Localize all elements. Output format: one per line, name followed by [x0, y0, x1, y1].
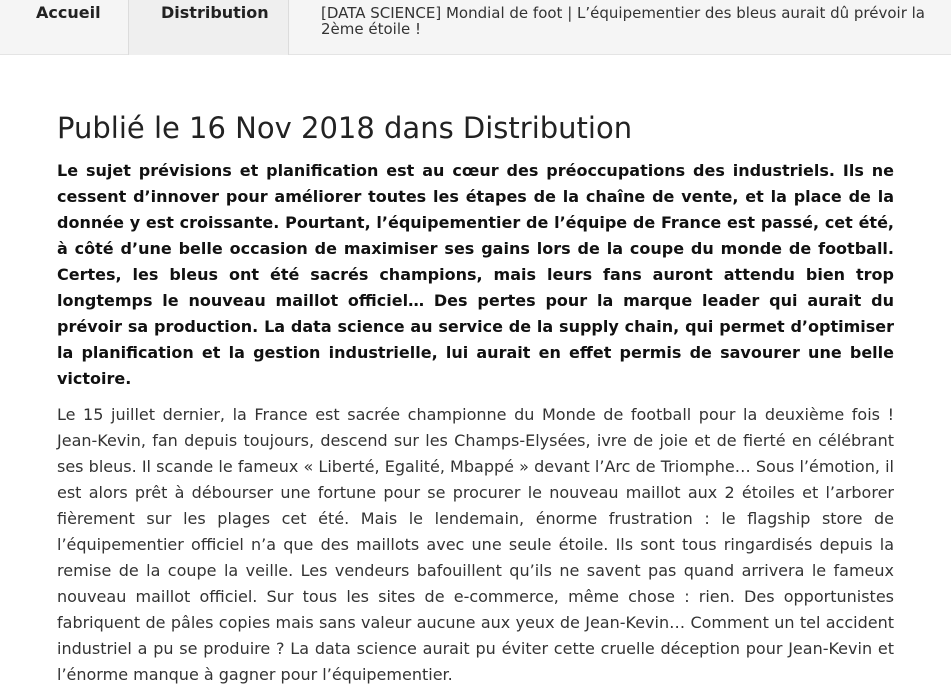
- article-body-paragraph: Le 15 juillet dernier, la France est sacrée championne du Monde de football pour la deuxième fois ! Jean-Kevin, fan depuis toujours, descend sur les Champs-Elysées, ivre de joie et de fierté en célébrant ses bleus. Il scande le fameux « Liberté, Egalité, Mbappé » devant l’Arc de Triomphe… Sous l’émotion, il est alors prêt à débourser une fortune pour se procurer le nouveau maillot aux 2 étoiles et l’arborer fièrement sur les plages cet été. Mais le lendemain, énorme frustration : le flagship store de l’équipementier officiel n’a que des maillots avec une seule étoile. Ils sont tous ringardisés depuis la remise de la coupe la veille. Les vendeurs bafouillent qu’ils ne savent pas quand arrivera le fameux nouveau maillot officiel. Sur tous les sites de e-commerce, même chose : rien. Des opportunistes fabriquent de pâles copies mais sans valeur aucune aux yeux de Jean-Kevin… Comment un tel accident industriel a pu se produire ? La data science aurait pu éviter cette cruelle déception pour Jean-Kevin et l’énorme manque à gagner pour l’équipementier.: [57, 405, 894, 684]
- breadcrumb: [0, 0, 951, 55]
- article-lead-paragraph: Le sujet prévisions et planification est au cœur des préoccupations des industriels. Ils ne cessent d’innover pour améliorer toutes les étapes de la chaîne de vente, et la place de la donnée y est croissante. Pourtant, l’équipementier de l’équipe de France est passé, cet été, à côté d’une belle occasion de maximiser ses gains lors de la coupe du monde de football. Certes, les bleus ont été sacrés champions, mais leurs fans auront attendu bien trop longtemps le nouveau maillot officiel… Des pertes pour la marque leader qui aurait du prévoir sa production. La data science au service de la supply chain, qui permet d’optimiser la planification et la gestion industrielle, lui aurait en effet permis de savourer une belle victoire.: [57, 161, 894, 388]
- page-title: Publié le 16 Nov 2018 dans Distribution: [57, 111, 633, 145]
- breadcrumb-current-page: [DATA SCIENCE] Mondial de foot | L’équipementier des bleus aurait dû prévoir la 2ème étoile !: [321, 4, 925, 38]
- breadcrumb-home-link[interactable]: Accueil: [36, 3, 101, 22]
- breadcrumb-category-link[interactable]: Distribution: [128, 0, 289, 55]
- article-content: [57, 108, 894, 688]
